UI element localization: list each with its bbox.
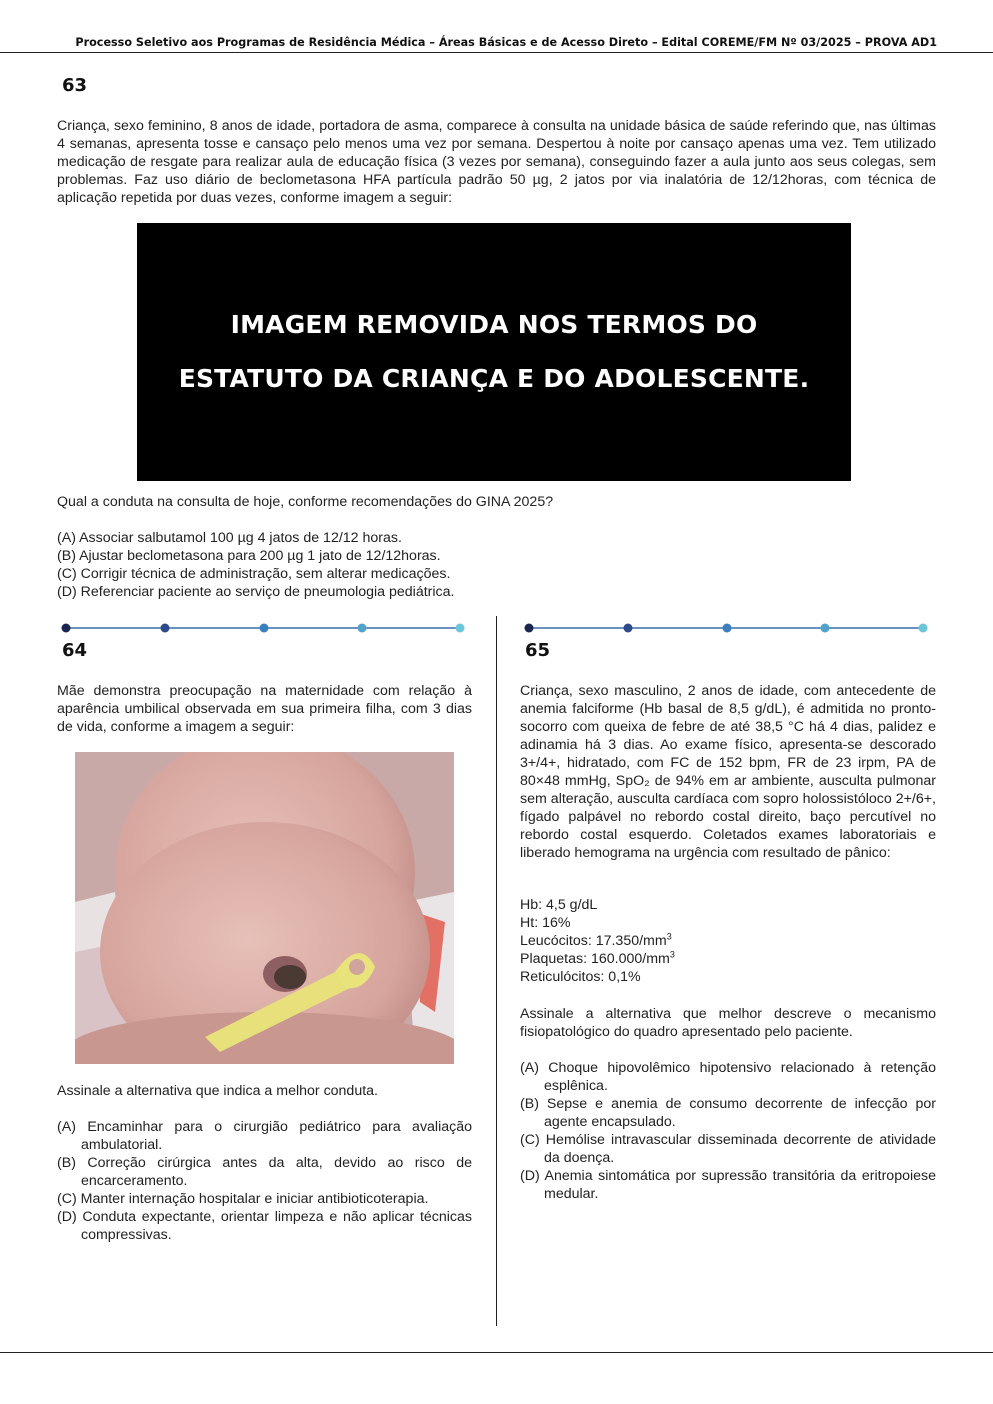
question-65-stem: Criança, sexo masculino, 2 anos de idade, com antecedente de anemia falciforme (Hb basal de 8,5 g/dL), é admitida no pronto-socorro com queixa de febre de até 38,5 °C há 4 dias, palidez e adinamia há 3 dias. Ao exame físico, apresenta-se descorado 3+/4+, hidratado, com FC de 152 bpm, FR de 23 irpm, PA de 80×48 mmHg, SpO₂ de 94% em ar ambiente, ausculta pulmonar sem alteração, ausculta cardíaca com sopro holossistóloco 2+/6+, fígado palpável no rebordo costal direito, baço percutível no rebordo costal esquerdo. Coletados exames laboratoriais e liberado hemograma na urgência com resultado de pânico: — [520, 683, 936, 861]
divider-dot — [919, 624, 928, 633]
question-64-option-a[interactable]: (A) Encaminhar para o cirurgião pediátrico para avaliação ambulatorial. — [57, 1119, 472, 1153]
question-63-stem: Criança, sexo feminino, 8 anos de idade, portadora de asma, comparece à consulta na unidade básica de saúde referindo que, nas últimas 4 semanas, apresenta tosse e cansaço pelo menos uma vez por semana. Despertou à noite por cansaço apenas uma vez. Tem utilizado medicação de resgate para realizar aula de educação física (3 vezes por semana), conseguindo fazer a aula junto aos seus colegas, sem problemas. Faz uso diário de beclometasona HFA partícula padrão 50 µg, 2 jatos por via inalatória de 12/12horas, com técnica de aplicação repetida por duas vezes, conforme imagem a seguir: — [57, 118, 936, 206]
divider-dot — [62, 624, 71, 633]
lab-hb: Hb: 4,5 g/dL — [520, 897, 598, 913]
divider-dot — [456, 624, 465, 633]
question-64-option-c[interactable]: (C) Manter internação hospitalar e iniciar antibioticoterapia. — [57, 1191, 429, 1207]
question-63-prompt: Qual a conduta na consulta de hoje, conforme recomendações do GINA 2025? — [57, 494, 554, 510]
divider-dot — [260, 624, 269, 633]
lab-plaquetas — [520, 951, 675, 969]
lab-leucocitos — [520, 933, 672, 951]
divider-dot — [358, 624, 367, 633]
page-header-title: Processo Seletivo aos Programas de Residência Médica – Áreas Básicas e de Acesso Direto – Edital COREME/FM Nº 03/2025 – PROVA AD1 — [75, 36, 937, 49]
footer-rule — [0, 1352, 993, 1353]
divider-dot — [624, 624, 633, 633]
question-64-divider — [58, 622, 470, 634]
question-63-option-c[interactable]: (C) Corrigir técnica de administração, sem alterar medicações. — [57, 566, 451, 582]
divider-dot — [723, 624, 732, 633]
lab-ht: Ht: 16% — [520, 915, 571, 931]
lab-reticulocitos: Reticulócitos: 0,1% — [520, 969, 641, 985]
question-64-option-d[interactable]: (D) Conduta expectante, orientar limpeza e não aplicar técnicas compressivas. — [57, 1209, 472, 1243]
image-removed-line-1: IMAGEM REMOVIDA NOS TERMOS DO — [230, 310, 758, 339]
image-removed-line-2: ESTATUTO DA CRIANÇA E DO ADOLESCENTE. — [178, 364, 810, 393]
divider-dot — [525, 624, 534, 633]
question-65-option-c[interactable]: (C) Hemólise intravascular disseminada decorrente de atividade da doença. — [520, 1132, 936, 1166]
lab-plaquetas-text: Plaquetas: 160.000/mm — [520, 951, 670, 967]
header-rule — [0, 52, 993, 53]
column-divider — [496, 616, 497, 1326]
lab-leucocitos-text: Leucócitos: 17.350/mm — [520, 933, 667, 949]
question-65-option-a[interactable]: (A) Choque hipovolêmico hipotensivo relacionado à retenção esplênica. — [520, 1060, 936, 1094]
question-63-option-d[interactable]: (D) Referenciar paciente ao serviço de pneumologia pediátrica. — [57, 584, 455, 600]
question-63-option-a[interactable]: (A) Associar salbutamol 100 µg 4 jatos de 12/12 horas. — [57, 530, 402, 546]
question-63-option-b[interactable]: (B) Ajustar beclometasona para 200 µg 1 jato de 12/12horas. — [57, 548, 441, 564]
question-65-option-d[interactable]: (D) Anemia sintomática por supressão transitória da eritropoiese medular. — [520, 1168, 936, 1202]
lab-plaquetas-exponent: 3 — [669, 949, 675, 960]
image-removed-notice — [137, 223, 851, 481]
lab-leucocitos-exponent: 3 — [666, 931, 672, 942]
question-63-number: 63 — [62, 75, 88, 96]
question-65-option-b[interactable]: (B) Sepse e anemia de consumo decorrente de infecção por agente encapsulado. — [520, 1096, 936, 1130]
question-64-number: 64 — [62, 640, 88, 661]
question-64-option-b[interactable]: (B) Correção cirúrgica antes da alta, devido ao risco de encarceramento. — [57, 1155, 472, 1189]
question-65-number: 65 — [525, 640, 551, 661]
question-64-prompt: Assinale a alternativa que indica a melhor conduta. — [57, 1083, 378, 1099]
question-65-prompt: Assinale a alternativa que melhor descreve o mecanismo fisiopatológico do quadro apresentado pelo paciente. — [520, 1006, 936, 1040]
divider-dot — [161, 624, 170, 633]
umbilical-photo — [75, 752, 454, 1064]
question-65-divider — [521, 622, 933, 634]
divider-dot — [821, 624, 830, 633]
question-64-stem: Mãe demonstra preocupação na maternidade com relação à aparência umbilical observada em sua primeira filha, com 3 dias de vida, conforme a imagem a seguir: — [57, 683, 472, 735]
